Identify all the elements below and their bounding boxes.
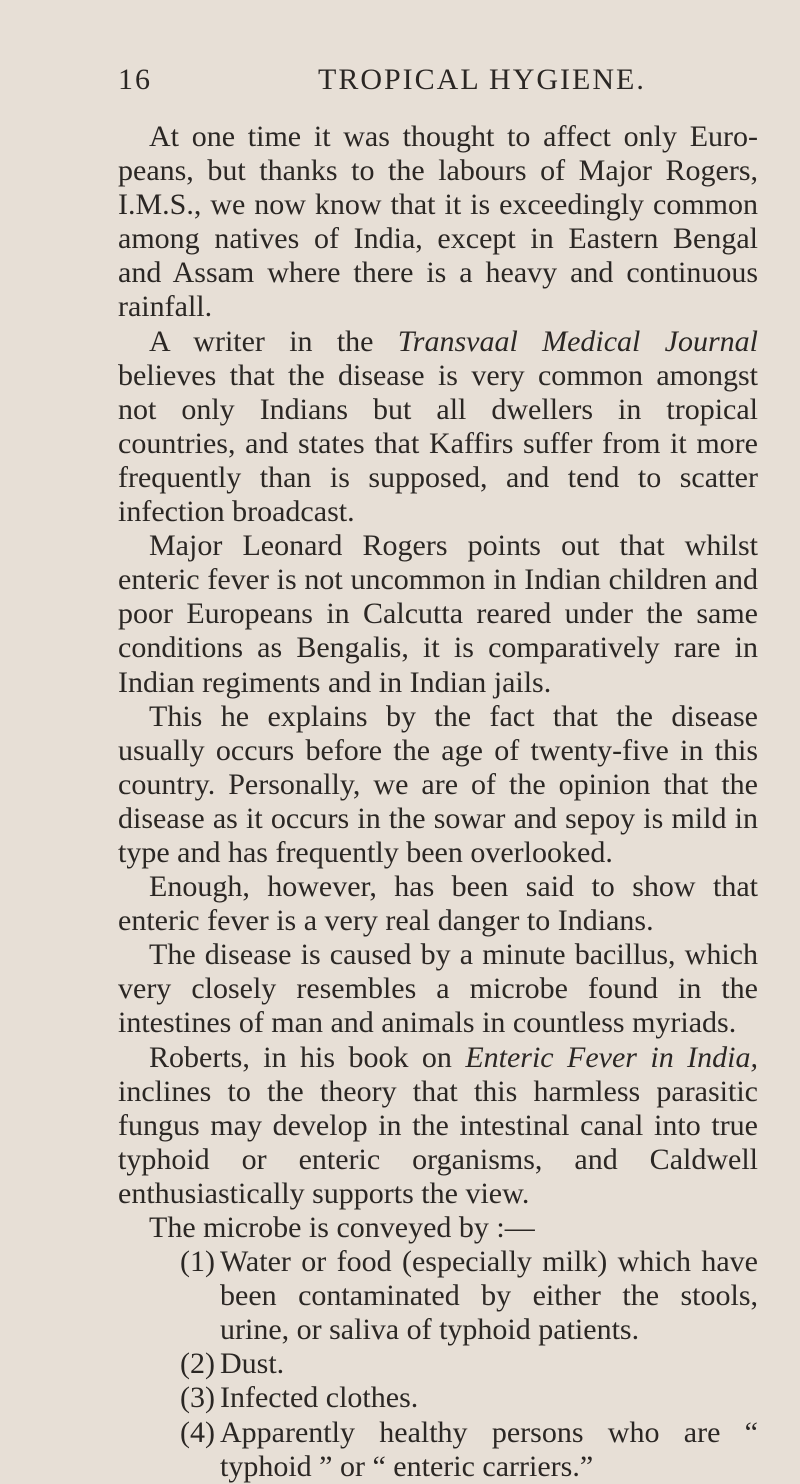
- paragraph-4: This he explains by the fact that the disease usually occurs before the age of twenty-five in this country. Personally, we are of the opinion that the disease as it occurs in the sowar and sepoy is mild in type and has frequently been overlooked.: [118, 699, 758, 869]
- list-item-number: (4): [180, 1415, 215, 1449]
- list-item: [118, 1416, 758, 1484]
- paragraph-1: At one time it was thought to affect only Euro-peans, but thanks to the labours of Major Rogers, I.M.S., we now know that it is exceedingly common among natives of India, except in Eastern Bengal and Assam where there is a heavy and continuous rainfall.: [118, 120, 758, 324]
- list-item-text: Dust.: [220, 1347, 285, 1381]
- paragraph-2-end: believes that the disease is very common amongst not only Indians but all dwellers in tropical countries, and states that Kaffirs suffer from it more frequently than is supposed, and tend to scatter infection broadcast.: [118, 358, 758, 529]
- paragraph-7-start: Roberts, in his book on: [149, 1040, 466, 1074]
- main-text: [118, 120, 758, 1484]
- header-title: TROPICAL HYGIENE.: [318, 63, 646, 96]
- paragraph-2: [118, 325, 758, 530]
- list-item: [118, 1381, 758, 1415]
- list-item-number: (2): [180, 1347, 215, 1381]
- transmission-list: [118, 1245, 758, 1484]
- list-item: [118, 1347, 758, 1381]
- list-item-text: Infected clothes.: [220, 1381, 419, 1415]
- list-item-text: Water or food (especially milk) which have been contaminated by either the stools, urine, or saliva of typhoid patients.: [220, 1245, 758, 1347]
- running-head: [118, 62, 758, 98]
- paragraph-2-start: A writer in the: [149, 324, 398, 358]
- journal-title: Transvaal Medical Journal: [397, 324, 758, 358]
- list-item: [118, 1245, 758, 1347]
- paragraph-6: The disease is caused by a minute bacillus, which very closely resembles a microbe found in the intestines of man and animals in countless myriads.: [118, 938, 758, 1040]
- page-number: 16: [118, 63, 152, 96]
- paragraph-7: [118, 1041, 758, 1211]
- paragraph-7-end: inclines to the theory that this harmless parasitic fungus may develop in the intestinal canal into true typhoid or enteric organisms, and Caldwell enthusiastically supports the view.: [118, 1074, 758, 1210]
- list-item-number: (1): [180, 1245, 215, 1279]
- book-title: Enteric Fever in India,: [465, 1040, 758, 1074]
- list-item-text: Apparently healthy persons who are “ typhoid ” or “ enteric carriers.”: [220, 1415, 758, 1483]
- list-item-number: (3): [180, 1381, 215, 1415]
- paragraph-8: The microbe is conveyed by :—: [149, 1211, 535, 1244]
- paragraph-5: Enough, however, has been said to show that enteric fever is a very real danger to Indians.: [118, 870, 758, 938]
- paragraph-3: Major Leonard Rogers points out that whilst enteric fever is not uncommon in Indian children and poor Europeans in Calcutta reared under the same conditions as Bengalis, it is comparatively rare in Indian regiments and in Indian jails.: [118, 529, 758, 699]
